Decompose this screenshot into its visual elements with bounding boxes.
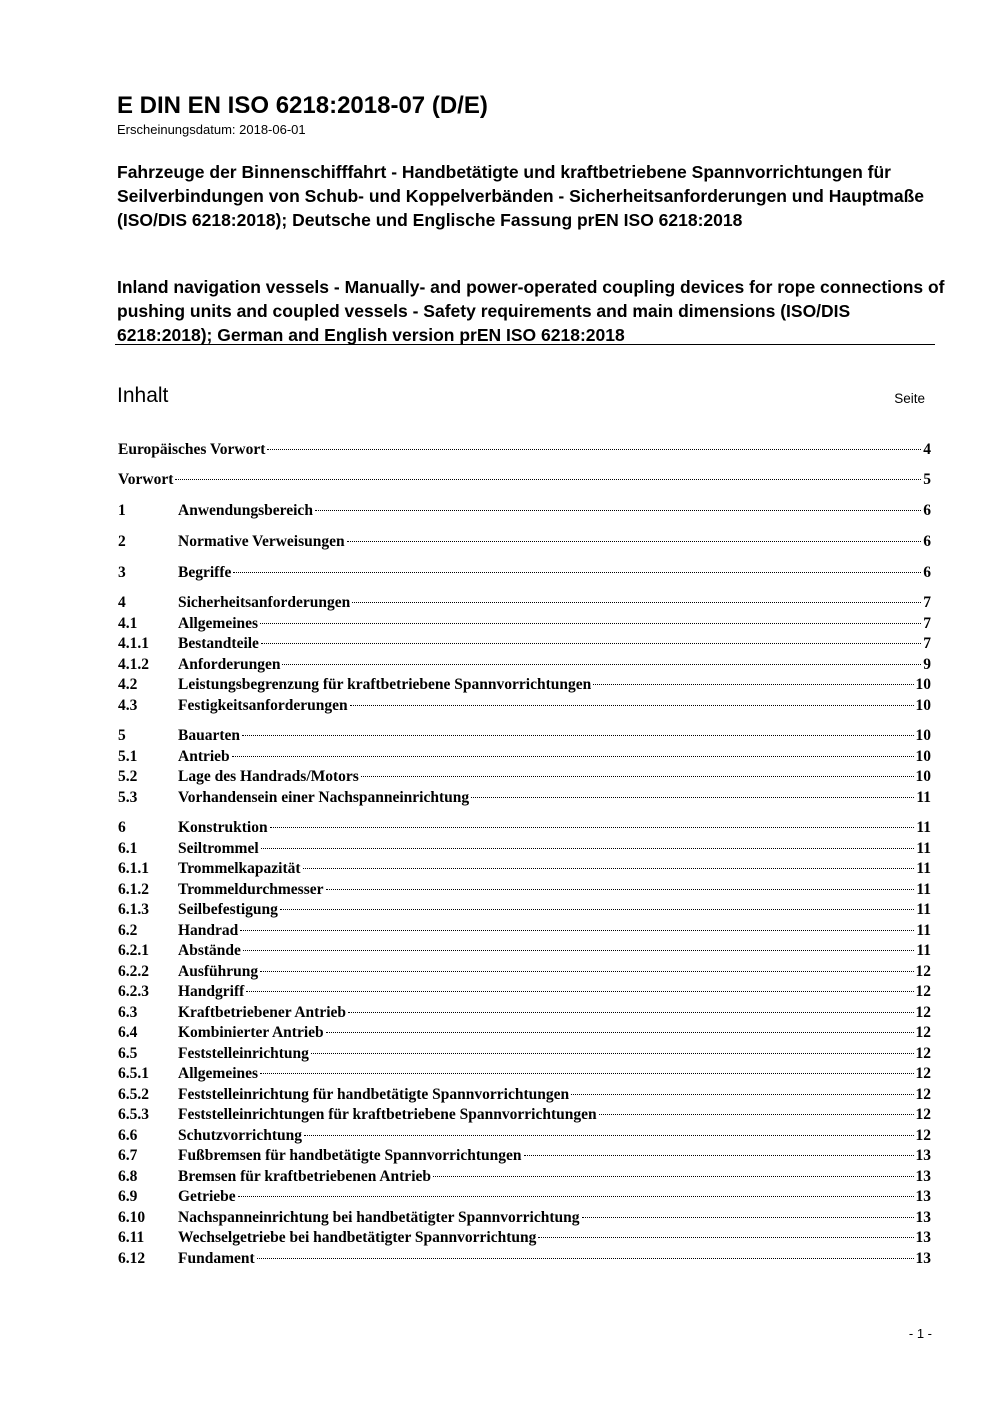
title-divider <box>115 344 935 345</box>
toc-entry[interactable] <box>118 1126 931 1146</box>
toc-entry-title: Feststelleinrichtungen für kraftbetriebene Spannvorrichtungen <box>178 1106 597 1123</box>
toc-entry-page: 12 <box>915 1086 931 1103</box>
toc-entry-number: 6.12 <box>118 1250 146 1267</box>
toc-dot-leader <box>238 1196 914 1197</box>
toc-dot-leader <box>261 848 915 849</box>
toc-entry-title: Allgemeines <box>178 615 259 632</box>
toc-entry[interactable] <box>118 593 931 613</box>
toc-entry-page: 6 <box>923 533 931 550</box>
toc-entry[interactable] <box>118 767 931 787</box>
toc-entry-title: Fußbremsen für handbetätigte Spannvorrichtungen <box>178 1147 522 1164</box>
toc-entry-page: 10 <box>915 768 931 785</box>
toc-entry-title: Wechselgetriebe bei handbetätigter Spannvorrichtung <box>178 1229 537 1246</box>
toc-dot-leader <box>240 930 914 931</box>
toc-heading: Inhalt <box>117 384 169 407</box>
toc-entry-number: 5 <box>118 727 126 744</box>
toc-entry-page: 10 <box>915 748 931 765</box>
toc-dot-leader <box>350 705 914 706</box>
toc-entry[interactable] <box>118 941 931 961</box>
toc-dot-leader <box>303 868 915 869</box>
toc-entry-title: Trommelkapazität <box>178 860 301 877</box>
toc-dot-leader <box>280 909 914 910</box>
toc-entry-number: 5.3 <box>118 789 138 806</box>
toc-entry-number: 6.1.2 <box>118 881 149 898</box>
toc-entry-number: 4.1.1 <box>118 635 149 652</box>
toc-dot-leader <box>471 797 914 798</box>
toc-entry-title: Getriebe <box>178 1188 236 1205</box>
toc-entry-title: Festigkeitsanforderungen <box>178 697 348 714</box>
toc-entry-page: 12 <box>915 963 931 980</box>
toc-entry-title: Kraftbetriebener Antrieb <box>178 1004 347 1021</box>
toc-entry[interactable] <box>118 1085 931 1105</box>
toc-entry-page: 11 <box>916 860 931 877</box>
toc-entry-title: Konstruktion <box>178 819 268 836</box>
toc-entry-title: Vorhandensein einer Nachspanneinrichtung <box>178 789 470 806</box>
toc-entry[interactable] <box>118 839 931 859</box>
toc-entry-title: Nachspanneinrichtung bei handbetätigter Spannvorrichtung <box>178 1209 580 1226</box>
toc-entry-number: 6.5.3 <box>118 1106 149 1123</box>
toc-entry-page: 13 <box>915 1229 931 1246</box>
toc-dot-leader <box>261 643 921 644</box>
toc-entry-page: 5 <box>923 471 931 488</box>
toc-entry-page: 13 <box>915 1188 931 1205</box>
toc-entry-title: Schutzvorrichtung <box>178 1127 302 1144</box>
toc-entry-page: 11 <box>916 789 931 806</box>
toc-entry-title: Bauarten <box>178 727 240 744</box>
toc-entry-page: 10 <box>915 727 931 744</box>
toc-dot-leader <box>282 664 921 665</box>
toc-entry-title: Anforderungen <box>178 656 281 673</box>
toc-entry-page: 13 <box>915 1168 931 1185</box>
toc-entry-number: 6.2.3 <box>118 983 149 1000</box>
toc-entry-title: Abstände <box>178 942 241 959</box>
toc-entry[interactable] <box>118 440 931 460</box>
toc-dot-leader <box>267 449 921 450</box>
toc-dot-leader <box>175 479 921 480</box>
toc-entry-page: 12 <box>915 1106 931 1123</box>
toc-entry-number: 6.1.3 <box>118 901 149 918</box>
toc-entry-number: 4.3 <box>118 697 138 714</box>
toc-dot-leader <box>326 1032 914 1033</box>
toc-entry[interactable] <box>118 1228 931 1248</box>
toc-entry-page: 11 <box>916 901 931 918</box>
toc-entry-title: Leistungsbegrenzung für kraftbetriebene Spannvorrichtungen <box>178 676 592 693</box>
toc-dot-leader <box>361 776 914 777</box>
toc-entry[interactable] <box>118 1044 931 1064</box>
toc-entry[interactable] <box>118 532 931 552</box>
toc-entry-number: 6 <box>118 819 126 836</box>
toc-entry-title: Seilbefestigung <box>178 901 278 918</box>
toc-entry[interactable] <box>118 675 931 695</box>
toc-entry[interactable] <box>118 900 931 920</box>
toc-entry-page: 10 <box>915 676 931 693</box>
toc-entry-number: 4.1.2 <box>118 656 149 673</box>
toc-entry[interactable] <box>118 1146 931 1166</box>
toc-entry-page: 7 <box>923 635 931 652</box>
toc-entry-page: 4 <box>923 441 931 458</box>
toc-entry[interactable] <box>118 880 931 900</box>
toc-dot-leader <box>311 1053 914 1054</box>
toc-dot-leader <box>315 510 921 511</box>
toc-entry[interactable] <box>118 634 931 654</box>
toc-entry-title: Handgriff <box>178 983 245 1000</box>
title-german: Fahrzeuge der Binnenschifffahrt - Handbetätigte und kraftbetriebene Spannvorrichtungen für Seilverbindungen von Schub- und Koppelverbänden - Sicherheitsanforderungen und Hauptmaße (ISO/DIS 6218:2018); Deutsche und Englische Fassung prEN ISO 6218:2018 <box>117 162 925 230</box>
toc-entry[interactable] <box>118 614 931 634</box>
toc-entry[interactable] <box>118 921 931 941</box>
toc-dot-leader <box>538 1237 913 1238</box>
toc-entry[interactable] <box>118 726 931 746</box>
toc-entry-page: 6 <box>923 502 931 519</box>
toc-entry-page: 13 <box>915 1209 931 1226</box>
toc-dot-leader <box>260 623 921 624</box>
toc-entry-number: 6.1.1 <box>118 860 149 877</box>
toc-entry[interactable] <box>118 962 931 982</box>
toc-entry-number: 6.5 <box>118 1045 138 1062</box>
toc-entry-number: 4.2 <box>118 676 138 693</box>
toc-entry[interactable] <box>118 1167 931 1187</box>
toc-dot-leader <box>260 1073 913 1074</box>
toc-entry-page: 11 <box>916 881 931 898</box>
toc-entry[interactable] <box>118 788 931 808</box>
toc-entry-title: Seiltrommel <box>178 840 259 857</box>
toc-entry[interactable] <box>118 818 931 838</box>
toc-entry-number: 6.5.1 <box>118 1065 149 1082</box>
toc-entry[interactable] <box>118 859 931 879</box>
toc-dot-leader <box>593 684 913 685</box>
toc-entry-page: 10 <box>915 697 931 714</box>
toc-entry-number: 5.2 <box>118 768 138 785</box>
toc-entry-title: Sicherheitsanforderungen <box>178 594 351 611</box>
toc-entry-number: 6.10 <box>118 1209 146 1226</box>
toc-entry[interactable] <box>118 563 931 583</box>
toc-entry[interactable] <box>118 1064 931 1084</box>
toc-entry-number: 6.6 <box>118 1127 138 1144</box>
toc-entry[interactable] <box>118 1208 931 1228</box>
toc-dot-leader <box>433 1176 914 1177</box>
toc-entry-title: Trommeldurchmesser <box>178 881 324 898</box>
toc-dot-leader <box>233 572 921 573</box>
toc-entry-page: 12 <box>915 1024 931 1041</box>
document-id: E DIN EN ISO 6218:2018-07 (D/E) <box>117 92 488 119</box>
toc-entry[interactable] <box>118 1105 931 1125</box>
toc-entry-title: Ausführung <box>178 963 259 980</box>
toc-entry-page: 11 <box>916 922 931 939</box>
toc-entry-number: 6.11 <box>118 1229 145 1246</box>
toc-entry-title: Vorwort <box>118 471 174 488</box>
toc-dot-leader <box>582 1217 914 1218</box>
toc-entry-number: 6.4 <box>118 1024 138 1041</box>
toc-entry[interactable] <box>118 1249 931 1269</box>
toc-entry-title: Anwendungsbereich <box>178 502 313 519</box>
toc-entry-number: 6.9 <box>118 1188 138 1205</box>
toc-entry-number: 6.2.1 <box>118 942 149 959</box>
toc-entry-page: 12 <box>915 1065 931 1082</box>
toc-entry-page: 12 <box>915 1045 931 1062</box>
toc-entry-page: 13 <box>915 1250 931 1267</box>
publication-date: Erscheinungsdatum: 2018-06-01 <box>117 122 306 137</box>
toc-entry-title: Bestandteile <box>178 635 259 652</box>
toc-dot-leader <box>232 756 914 757</box>
toc-entry-page: 12 <box>915 1127 931 1144</box>
toc-dot-leader <box>599 1114 914 1115</box>
toc-entry-number: 6.1 <box>118 840 138 857</box>
toc-entry[interactable] <box>118 1187 931 1207</box>
toc-dot-leader <box>326 889 915 890</box>
toc-entry-page: 11 <box>916 819 931 836</box>
toc-dot-leader <box>524 1155 914 1156</box>
toc-entry-title: Feststelleinrichtung für handbetätigte Spannvorrichtungen <box>178 1086 570 1103</box>
toc-dot-leader <box>260 971 913 972</box>
toc-entry-title: Fundament <box>178 1250 255 1267</box>
toc-entry[interactable] <box>118 470 931 490</box>
footer-page-number: - 1 - <box>908 1326 932 1341</box>
toc-entry[interactable] <box>118 747 931 767</box>
toc-dot-leader <box>304 1135 914 1136</box>
toc-entry-title: Antrieb <box>178 748 230 765</box>
toc-entry-page: 13 <box>915 1147 931 1164</box>
toc-entry-title: Allgemeines <box>178 1065 259 1082</box>
toc-entry-number: 3 <box>118 564 126 581</box>
toc-dot-leader <box>352 602 921 603</box>
toc-entry-number: 6.2 <box>118 922 138 939</box>
toc-entry-title: Normative Verweisungen <box>178 533 345 550</box>
toc-entry-number: 6.5.2 <box>118 1086 149 1103</box>
toc-entry[interactable] <box>118 982 931 1002</box>
toc-entry-title: Feststelleinrichtung <box>178 1045 309 1062</box>
toc-entry-number: 6.7 <box>118 1147 138 1164</box>
toc-dot-leader <box>348 1012 913 1013</box>
toc-dot-leader <box>242 735 914 736</box>
toc-entry-page: 11 <box>916 840 931 857</box>
toc-entry[interactable] <box>118 1023 931 1043</box>
toc-dot-leader <box>347 541 922 542</box>
toc-entry[interactable] <box>118 696 931 716</box>
toc-entry-title: Kombinierter Antrieb <box>178 1024 324 1041</box>
toc-dot-leader <box>246 991 913 992</box>
toc-entry-number: 4.1 <box>118 615 138 632</box>
toc-entry-page: 6 <box>923 564 931 581</box>
toc-entry-number: 2 <box>118 533 126 550</box>
toc-entry-number: 5.1 <box>118 748 138 765</box>
toc-entry-number: 6.2.2 <box>118 963 149 980</box>
toc-entry-title: Begriffe <box>178 564 232 581</box>
toc-entry-page: 7 <box>923 594 931 611</box>
toc-entry-title: Europäisches Vorwort <box>118 441 266 458</box>
title-english: Inland navigation vessels - Manually- and power-operated coupling devices for rope connections of pushing units and coupled vessels - Safety requirements and main dimensions (ISO/DIS 6218:2018); German and English version prEN ISO 6218:2018 <box>117 277 945 345</box>
toc-dot-leader <box>243 950 914 951</box>
toc-entry-page: 9 <box>923 656 931 673</box>
toc-entry[interactable] <box>118 1003 931 1023</box>
toc-entry-number: 4 <box>118 594 126 611</box>
toc-entry-number: 6.8 <box>118 1168 138 1185</box>
toc-dot-leader <box>257 1258 914 1259</box>
toc-dot-leader <box>270 827 915 828</box>
toc-entry-page: 12 <box>915 983 931 1000</box>
toc-entry-title: Bremsen für kraftbetriebenen Antrieb <box>178 1168 431 1185</box>
toc-entry[interactable] <box>118 655 931 675</box>
toc-entry-title: Lage des Handrads/Motors <box>178 768 359 785</box>
toc-dot-leader <box>571 1094 913 1095</box>
toc-entry-page: 11 <box>916 942 931 959</box>
toc-entry-page: 7 <box>923 615 931 632</box>
toc-entry[interactable] <box>118 501 931 521</box>
toc-entry-title: Handrad <box>178 922 239 939</box>
toc-entry-page: 12 <box>915 1004 931 1021</box>
toc-entry-number: 6.3 <box>118 1004 138 1021</box>
toc-entry-number: 1 <box>118 502 126 519</box>
toc-page-column-label: Seite <box>894 391 925 406</box>
